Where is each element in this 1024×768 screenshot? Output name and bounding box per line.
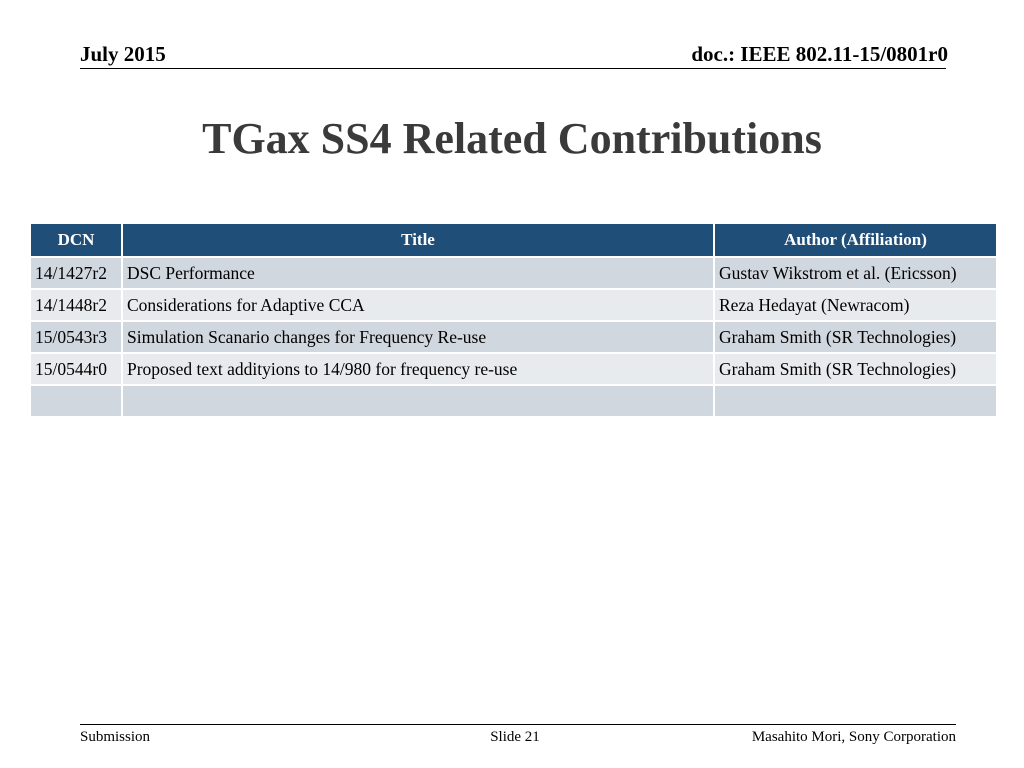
cell-dcn: 14/1427r2: [30, 257, 122, 289]
cell-dcn: [30, 385, 122, 417]
table-row-empty: [30, 385, 997, 417]
column-header-dcn: DCN: [30, 223, 122, 257]
slide-title: TGax SS4 Related Contributions: [202, 114, 822, 163]
contributions-table: [29, 222, 998, 418]
cell-author: Gustav Wikstrom et al. (Ericsson): [714, 257, 997, 289]
cell-dcn: 14/1448r2: [30, 289, 122, 321]
header-date: July 2015: [80, 42, 166, 66]
cell-title: DSC Performance: [122, 257, 714, 289]
cell-title: Proposed text addityions to 14/980 for frequency re-use: [122, 353, 714, 385]
table-row: [30, 321, 997, 353]
column-header-author: Author (Affiliation): [714, 223, 997, 257]
cell-author: Graham Smith (SR Technologies): [714, 353, 997, 385]
header-divider: [80, 68, 946, 69]
cell-author: Reza Hedayat (Newracom): [714, 289, 997, 321]
cell-author: Graham Smith (SR Technologies): [714, 321, 997, 353]
footer-submission: Submission: [80, 729, 151, 745]
table-header-row: [30, 223, 997, 257]
cell-dcn: 15/0544r0: [30, 353, 122, 385]
footer-author: Masahito Mori, Sony Corporation: [751, 729, 956, 745]
cell-title: Considerations for Adaptive CCA: [122, 289, 714, 321]
header-doc-id: doc.: IEEE 802.11-15/0801r0: [691, 42, 948, 66]
column-header-title: Title: [122, 223, 714, 257]
table-row: [30, 353, 997, 385]
cell-author: [714, 385, 997, 417]
table-row: [30, 289, 997, 321]
footer-slide-number: Slide 21: [490, 729, 540, 745]
footer-divider: [80, 724, 956, 725]
cell-title: [122, 385, 714, 417]
table-row: [30, 257, 997, 289]
cell-dcn: 15/0543r3: [30, 321, 122, 353]
cell-title: Simulation Scanario changes for Frequency Re-use: [122, 321, 714, 353]
